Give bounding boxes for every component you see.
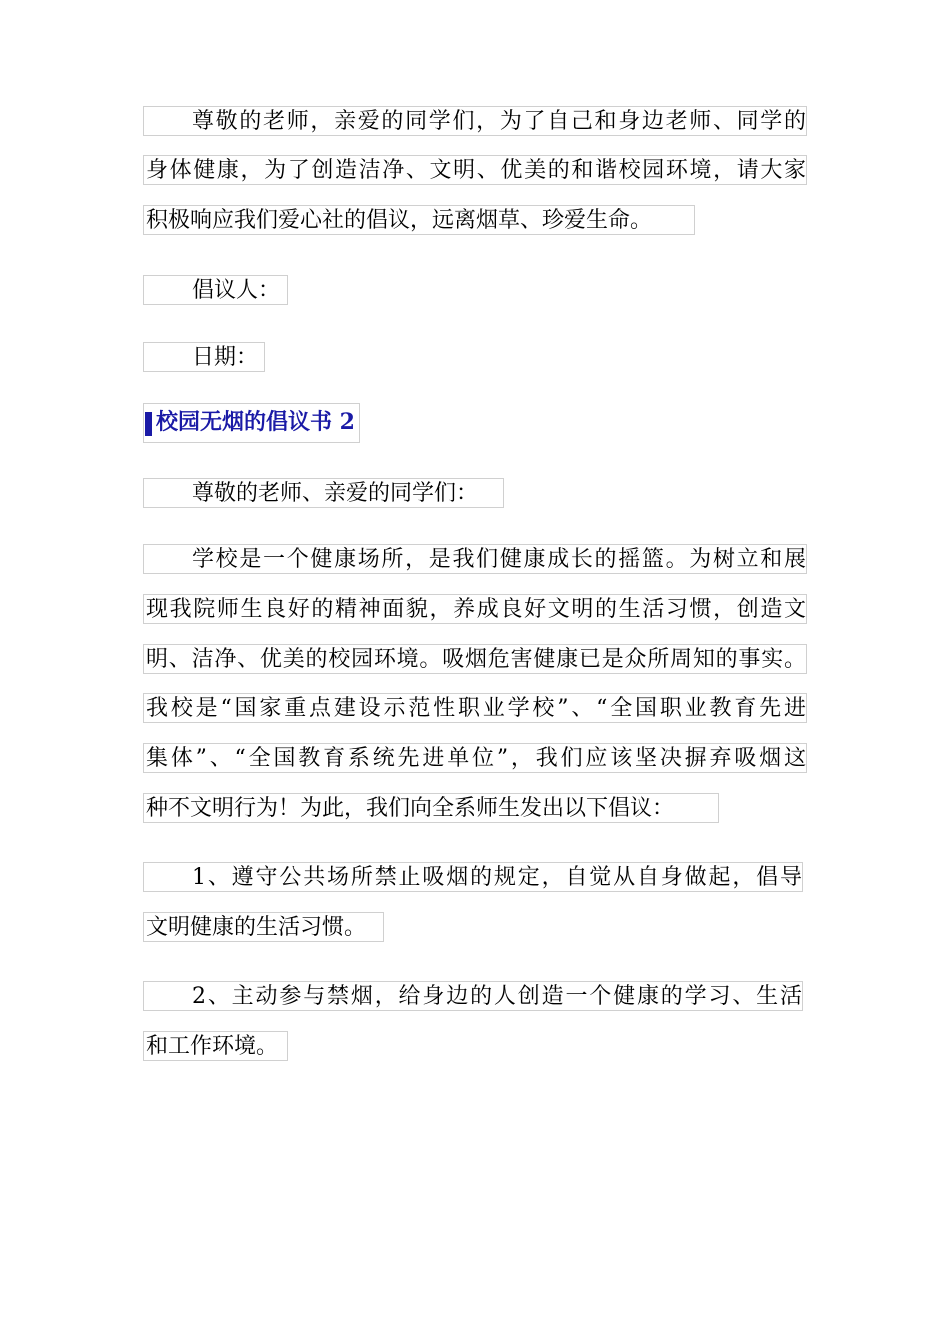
item1-line2: 文明健康的生活习惯。 [143, 912, 384, 942]
date-label: 日期： [143, 342, 265, 372]
item2-line2: 和工作环境。 [143, 1031, 288, 1061]
paragraph1-line2: 身体健康，为了创造洁净、文明、优美的和谐校园环境，请大家 [143, 155, 807, 185]
paragraph1-line3: 积极响应我们爱心社的倡议，远离烟草、珍爱生命。 [143, 205, 695, 235]
paragraph2-line6: 种不文明行为！为此，我们向全系师生发出以下倡议： [143, 793, 719, 823]
paragraph2-line4: 我校是“国家重点建设示范性职业学校”、“全国职业教育先进 [143, 693, 807, 723]
proposer-label: 倡议人： [143, 275, 288, 305]
paragraph2-line5: 集体”、“全国教育系统先进单位”，我们应该坚决摒弃吸烟这 [143, 743, 807, 773]
paragraph2-line1: 学校是一个健康场所，是我们健康成长的摇篮。为树立和展 [143, 544, 807, 574]
paragraph1-line1: 尊敬的老师，亲爱的同学们，为了自己和身边老师、同学的 [143, 106, 807, 136]
greeting: 尊敬的老师、亲爱的同学们： [143, 478, 504, 508]
paragraph2-line2: 现我院师生良好的精神面貌，养成良好文明的生活习惯，创造文 [143, 594, 807, 624]
item2-line1: 2、主动参与禁烟，给身边的人创造一个健康的学习、生活 [143, 981, 803, 1011]
section-heading: 校园无烟的倡议书 2 [143, 403, 360, 443]
item1-line1: 1、遵守公共场所禁止吸烟的规定，自觉从自身做起，倡导 [143, 862, 803, 892]
paragraph2-line3: 明、洁净、优美的校园环境。吸烟危害健康已是众所周知的事实。 [143, 644, 807, 674]
